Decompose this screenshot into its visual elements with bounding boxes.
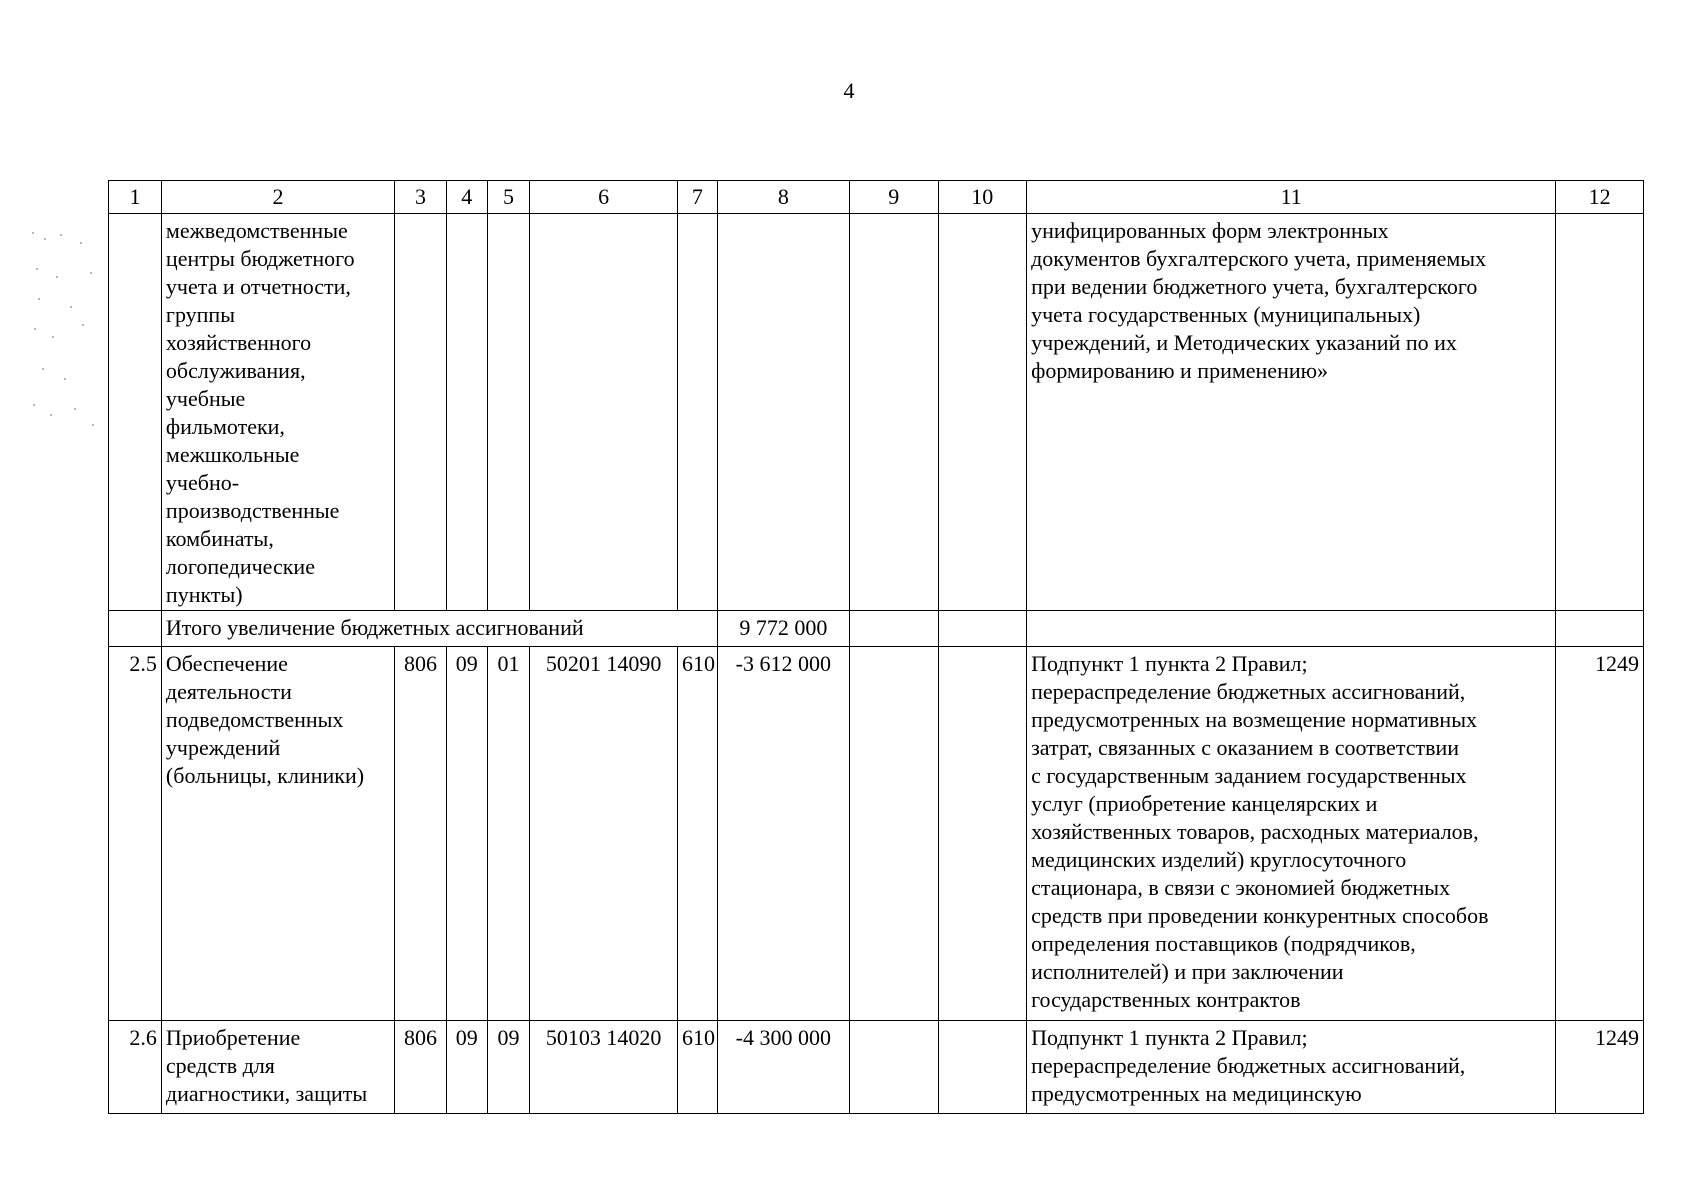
row-justification: Подпункт 1 пункта 2 Правил; перераспределение бюджетных ассигнований, предусмотренных на медицинскую	[1027, 1021, 1556, 1114]
header-cell: 2	[161, 181, 394, 214]
row-justification: Подпункт 1 пункта 2 Правил; перераспределение бюджетных ассигнований, предусмотренных на возмещение нормативных затрат, связанных с оказанием в соответствии с государственным заданием государственных услуг (приобретение канцелярских и хозяйственных товаров, расходных материалов, медицинских изделий) круглосуточного стационара, в связи с экономией бюджетных средств при проведении конкурентных способов определения поставщиков (подрядчиков, исполнителей) и при заключении государственных контрактов	[1027, 647, 1556, 1021]
page-number: 4	[843, 78, 855, 103]
cell-col4: 09	[446, 1021, 487, 1114]
continuation-row	[109, 214, 1644, 611]
cell-col10	[938, 1021, 1027, 1114]
row-name: Приобретение средств для диагностики, защиты	[161, 1021, 394, 1114]
scan-noise	[30, 228, 110, 448]
cell-col9	[849, 1021, 938, 1114]
cell-col5: 09	[487, 1021, 530, 1114]
header-cell: 11	[1027, 181, 1556, 214]
header-cell: 6	[530, 181, 678, 214]
cell-col8: -3 612 000	[717, 647, 849, 1021]
row-name: межведомственные центры бюджетного учета и отчетности, группы хозяйственного обслуживания, учебные фильмотеки, межшкольные учебно- производственные комбинаты, логопедические пункты)	[161, 214, 394, 611]
row-number: 2.5	[109, 647, 162, 1021]
cell-col3: 806	[395, 1021, 447, 1114]
header-row	[109, 181, 1644, 214]
header-cell: 8	[717, 181, 849, 214]
cell-col12: 1249	[1556, 647, 1644, 1021]
cell-col12: 1249	[1556, 1021, 1644, 1114]
cell-col3: 806	[395, 647, 447, 1021]
header-cell: 1	[109, 181, 162, 214]
total-label: Итого увеличение бюджетных ассигнований	[161, 611, 717, 647]
cell-col10	[938, 647, 1027, 1021]
header-cell: 12	[1556, 181, 1644, 214]
cell-col7: 610	[677, 647, 717, 1021]
header-cell: 10	[938, 181, 1027, 214]
header-cell: 9	[849, 181, 938, 214]
cell-col7: 610	[677, 1021, 717, 1114]
header-cell: 5	[487, 181, 530, 214]
table-row	[109, 1021, 1644, 1114]
header-cell: 4	[446, 181, 487, 214]
header-cell: 3	[395, 181, 447, 214]
total-amount: 9 772 000	[717, 611, 849, 647]
header-cell: 7	[677, 181, 717, 214]
cell-col6: 50201 14090	[530, 647, 678, 1021]
row-name: Обеспечение деятельности подведомственных учреждений (больницы, клиники)	[161, 647, 394, 1021]
cell-col9	[849, 647, 938, 1021]
cell-col8: -4 300 000	[717, 1021, 849, 1114]
budget-table	[108, 180, 1644, 1114]
cell-col6: 50103 14020	[530, 1021, 678, 1114]
row-number: 2.6	[109, 1021, 162, 1114]
cell-col5: 01	[487, 647, 530, 1021]
row-number	[109, 214, 162, 611]
table-row	[109, 647, 1644, 1021]
cell-col4: 09	[446, 647, 487, 1021]
total-row	[109, 611, 1644, 647]
row-justification: унифицированных форм электронных документов бухгалтерского учета, применяемых при ведении бюджетного учета, бухгалтерского учета государственных (муниципальных) учреждений, и Методических указаний по их формированию и применению»	[1027, 214, 1556, 611]
